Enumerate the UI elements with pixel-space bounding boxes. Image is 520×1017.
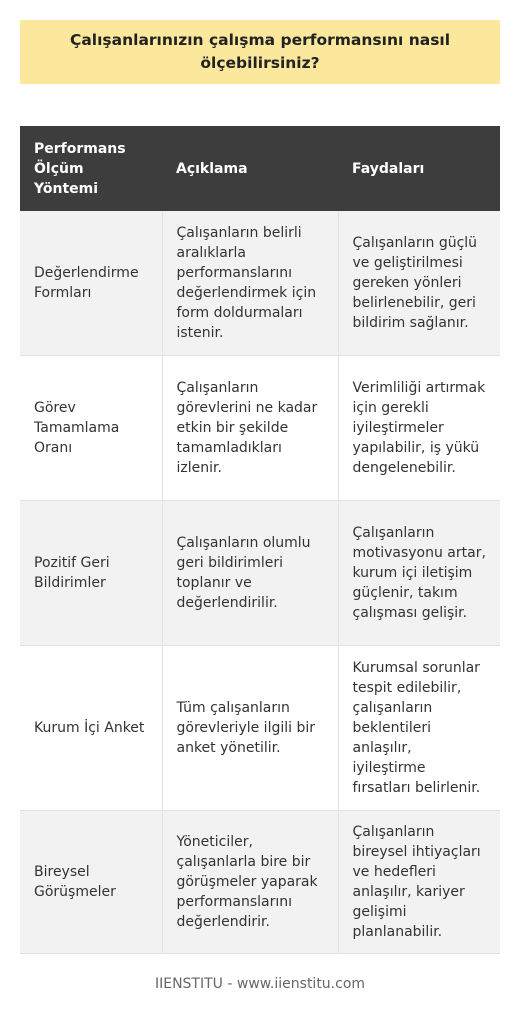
table-row (20, 355, 500, 500)
table-row (20, 645, 500, 810)
description-cell: Tüm çalışanların görevleriyle ilgili bir anket yönetilir. (162, 645, 338, 810)
table-row (20, 500, 500, 645)
description-cell: Yöneticiler, çalışanlarla bire bir görüşmeler yaparak performanslarını değerlendirir. (162, 810, 338, 953)
header-description: Açıklama (162, 126, 338, 211)
method-cell: Bireysel Görüşmeler (20, 810, 162, 953)
method-cell: Görev Tamamlama Oranı (20, 355, 162, 500)
description-cell: Çalışanların belirli aralıklarla performanslarını değerlendirmek için form doldurmaları istenir. (162, 211, 338, 355)
benefits-cell: Kurumsal sorunlar tespit edilebilir, çalışanların beklentileri anlaşılır, iyileştirme fırsatları belirlenir. (338, 645, 500, 810)
benefits-cell: Çalışanların motivasyonu artar, kurum içi iletişim güçlenir, takım çalışması gelişir. (338, 500, 500, 645)
description-cell: Çalışanların olumlu geri bildirimleri toplanır ve değerlendirilir. (162, 500, 338, 645)
method-cell: Kurum İçi Anket (20, 645, 162, 810)
table-row (20, 810, 500, 953)
method-cell: Değerlendirme Formları (20, 211, 162, 355)
benefits-cell: Verimliliği artırmak için gerekli iyileştirmeler yapılabilir, iş yükü dengelenebilir. (338, 355, 500, 500)
description-cell: Çalışanların görevlerini ne kadar etkin bir şekilde tamamladıkları izlenir. (162, 355, 338, 500)
benefits-cell: Çalışanların güçlü ve geliştirilmesi gereken yönleri belirlenebilir, geri bildirim sağlanır. (338, 211, 500, 355)
page-title: Çalışanlarınızın çalışma performansını nasıl ölçebilirsiniz? (20, 20, 500, 84)
performance-table (20, 126, 500, 954)
table-header-row (20, 126, 500, 211)
header-method: Performans Ölçüm Yöntemi (20, 126, 162, 211)
method-cell: Pozitif Geri Bildirimler (20, 500, 162, 645)
header-benefits: Faydaları (338, 126, 500, 211)
footer-credit: IIENSTITU - www.iienstitu.com (154, 976, 366, 992)
benefits-cell: Çalışanların bireysel ihtiyaçları ve hedefleri anlaşılır, kariyer gelişimi planlanabilir. (338, 810, 500, 953)
table-row (20, 211, 500, 355)
